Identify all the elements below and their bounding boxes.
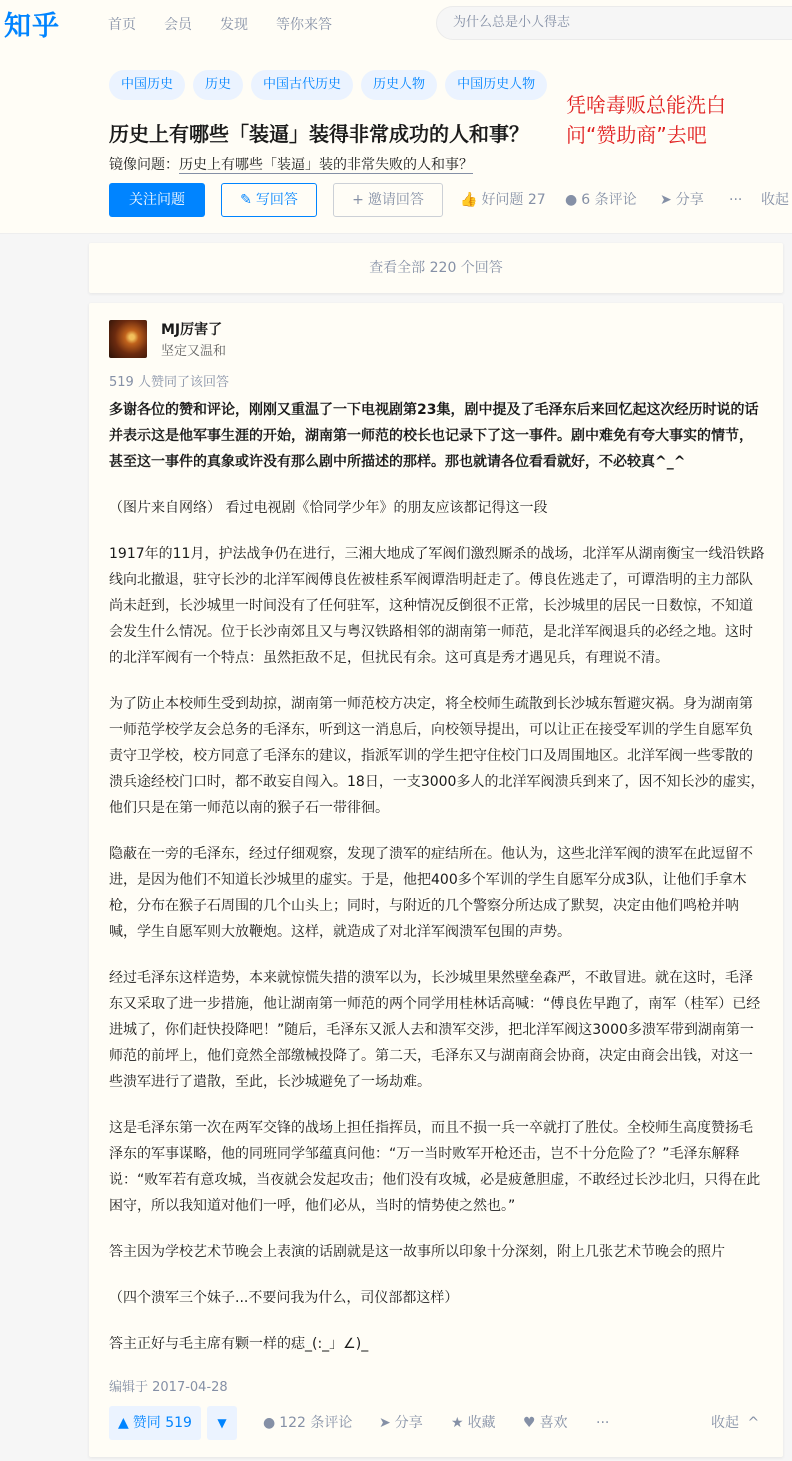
topic-tag[interactable]: 历史 [193,70,243,100]
answer-paragraph: 1917年的11月，护法战争仍在进行，三湘大地成了军阀们激烈厮杀的战场，北洋军从湖南衡宝一线沿铁路线向北撤退，驻守长沙的北洋军阀傅良佐被桂系军阀谭浩明赶走了。傅良佐逃走了，可谭浩明的主力部队尚未赶到，长沙城里一时间没有了任何驻军，这种情况反倒很不正常，长沙城里的居民一日数惊，不知道会发生什么情况。位于长沙南郊且又与粤汉铁路相邻的湖南第一师范，是北洋军阀退兵的必经之地。这时的北洋军阀有一个特点：虽然拒敌不足，但扰民有余。这可真是秀才遇见兵，有理说不清。 [109,546,765,666]
add-user-icon: + [352,192,364,208]
answer-share-button[interactable] [379,1406,423,1440]
follow-question-button[interactable]: 关注问题 [109,183,205,217]
mirror-label: 镜像问题： [109,157,179,173]
author-name[interactable]: MJ厉害了 [161,322,223,338]
mirror-question [109,154,473,174]
answer-more-button[interactable]: ··· [596,1415,610,1431]
triangle-up-icon: ▲ [118,1415,129,1431]
invite-answer-button[interactable] [333,183,443,217]
answer-paragraph: 隐蔽在一旁的毛泽东，经过仔细观察，发现了溃军的症结所在。他认为，这些北洋军阀的溃军在此逗留不进，是因为他们不知道长沙城里的虚实。于是，他把400多个军训的学生自愿军分成3队，让他们手拿木枪，分布在猴子石周围的几个山头上；同时，与附近的几个警察分所达成了默契，决定由他们鸣枪并呐喊，学生自愿军则大放鞭炮。这样，就造成了对北洋军阀溃军包围的声势。 [109,846,753,940]
ad-line: 凭啥毒贩总能洗白 [566,93,726,117]
like-button[interactable] [523,1406,568,1440]
answer-paragraph: 经过毛泽东这样造势，本来就惊慌失措的溃军以为，长沙城里果然壁垒森严，不敢冒进。就在这时，毛泽东又采取了进一步措施，他让湖南第一师范的两个同学用桂林话高喊：“傅良佐早跑了，南军（桂军）已经进城了，你们赶快投降吧！”随后，毛泽东又派人去和溃军交涉，把北洋军阀这3000多溃军带到湖南第一师范的前坪上，他们竟然全部缴械投降了。第二天，毛泽东又与湖南商会协商，决定由商会出钱，对这一些溃军进行了遣散，至此，长沙城避免了一场劫难。 [109,970,761,1090]
view-all-answers-button[interactable]: 查看全部 220 个回答 [89,243,783,293]
question-header [0,50,792,234]
answer-collapse-button[interactable] [711,1406,763,1440]
nav-home[interactable]: 首页 [108,17,136,33]
answer-paragraph: （图片来自网络） 看过电视剧《恰同学少年》的朋友应该都记得这一段 [109,500,548,516]
topic-tag[interactable]: 中国历史人物 [445,70,547,100]
vote-count-text[interactable]: 519 人赞同了该回答 [109,375,229,390]
topic-tag[interactable]: 中国古代历史 [251,70,353,100]
comment-icon: ● [263,1415,276,1431]
good-question-button[interactable] [460,183,546,217]
question-actions [109,183,792,217]
edited-date[interactable]: 编辑于 2017-04-28 [109,1380,228,1395]
topic-tag[interactable]: 历史人物 [361,70,437,100]
invite-answer-label: 邀请回答 [367,192,424,208]
answer-paragraph: 答主因为学校艺术节晚会上表演的话剧就是这一故事所以印象十分深刻，附上几张艺术节晚会的照片 [109,1244,725,1260]
question-share-button[interactable] [660,183,704,217]
comment-icon: ● [565,192,578,208]
favorite-label: 收藏 [467,1415,496,1431]
answer-paragraph: 多谢各位的赞和评论，刚刚又重温了一下电视剧第23集，剧中提及了毛泽东后来回忆起这次经历时说的话并表示这是他军事生涯的开始，湖南第一师范的校长也记录下了这一事件。剧中难免有夸大事实的情节，甚至这一事件的真象或许没有那么剧中所描述的那样。那也就请各位看看就好，不必较真^_^ [109,402,759,470]
ad-banner[interactable] [566,90,726,150]
write-answer-label: 写回答 [255,192,298,208]
avatar[interactable] [109,320,147,358]
topic-tag[interactable]: 中国历史 [109,70,185,100]
topic-tags [109,70,555,100]
main-nav [108,14,360,34]
chevron-up-icon: ^ [747,1415,760,1431]
share-icon: ➤ [379,1415,391,1431]
answer-actions [109,1406,765,1440]
share-icon: ➤ [660,192,672,208]
answer-content [109,397,765,1377]
triangle-down-icon: ▼ [217,1416,227,1430]
nav-discover[interactable]: 发现 [220,17,248,33]
question-title: 历史上有哪些「装逼」装得非常成功的人和事？ [109,122,529,146]
answer-paragraph: 这是毛泽东第一次在两军交锋的战场上担任指挥员，而且不损一兵一卒就打了胜仗。全校师生高度赞扬毛泽东的军事谋略，他的同班同学邹蕴真问他：“万一当时败军开枪还击，岂不十分危险了？”毛泽东解释说：“败军若有意攻城，当夜就会发起攻击；他们没有攻城，必是疲惫胆虚，不敢经过长沙北归，只得在此困守，所以我知道对他们一呼，他们必从，当时的情势使之然也。” [109,1120,761,1214]
question-more-button[interactable]: ··· [729,192,743,208]
answer-card [89,303,783,1457]
answer-comments-button[interactable] [263,1406,352,1440]
nav-vip[interactable]: 会员 [164,17,192,33]
answer-paragraph: 为了防止本校师生受到劫掠，湖南第一师范校方决定，将全校师生疏散到长沙城东暂避灾祸。身为湖南第一师范学校学友会总务的毛泽东，听到这一消息后，向校领导提出，可以让正在接受军训的学生自愿军负责守卫学校，校方同意了毛泽东的建议，指派军训的学生把守住校门口及周围地区。北洋军阀一些零散的溃兵途经校门口时，都不敢妄自闯入。18日，一支3000多人的北洋军阀溃兵到来了，因不知长沙的虚实，他们只是在第一师范以南的猴子石一带徘徊。 [109,696,765,816]
answer-share-label: 分享 [394,1415,423,1431]
nav-waiting[interactable]: 等你来答 [276,17,332,33]
question-share-label: 分享 [675,192,704,208]
favorite-button[interactable] [451,1406,496,1440]
thumbs-up-icon: 👍 [460,192,478,208]
star-icon: ★ [451,1415,464,1431]
upvote-button[interactable] [109,1406,201,1440]
question-comments-label: 6 条评论 [581,192,637,208]
search-input[interactable]: 为什么总是小人得志 [436,6,792,40]
heart-icon: ♥ [523,1415,536,1431]
question-collapse-button[interactable]: 收起 [761,192,789,208]
upvote-label: 赞同 519 [132,1415,192,1431]
answer-comments-label: 122 条评论 [279,1415,353,1431]
author-bio: 坚定又温和 [161,344,227,359]
answer-collapse-label: 收起 [711,1415,739,1431]
like-label: 喜欢 [539,1415,568,1431]
pencil-icon: ✎ [240,192,252,208]
question-comments-button[interactable] [565,183,637,217]
downvote-button[interactable] [207,1406,237,1440]
ad-line: 问“赞助商”去吧 [566,123,707,147]
write-answer-button[interactable] [221,183,317,217]
top-bar [0,0,792,50]
answer-paragraph: 答主正好与毛主席有颗一样的痣_(:_」∠)_ [109,1336,369,1352]
zhihu-logo[interactable]: 知乎 [4,11,60,42]
mirror-question-link[interactable]: 历史上有哪些「装逼」装的非常失败的人和事？ [179,157,473,173]
good-question-label: 好问题 27 [481,192,546,208]
answer-paragraph: （四个溃军三个妹子...不要问我为什么，司仪部都这样） [109,1290,459,1306]
